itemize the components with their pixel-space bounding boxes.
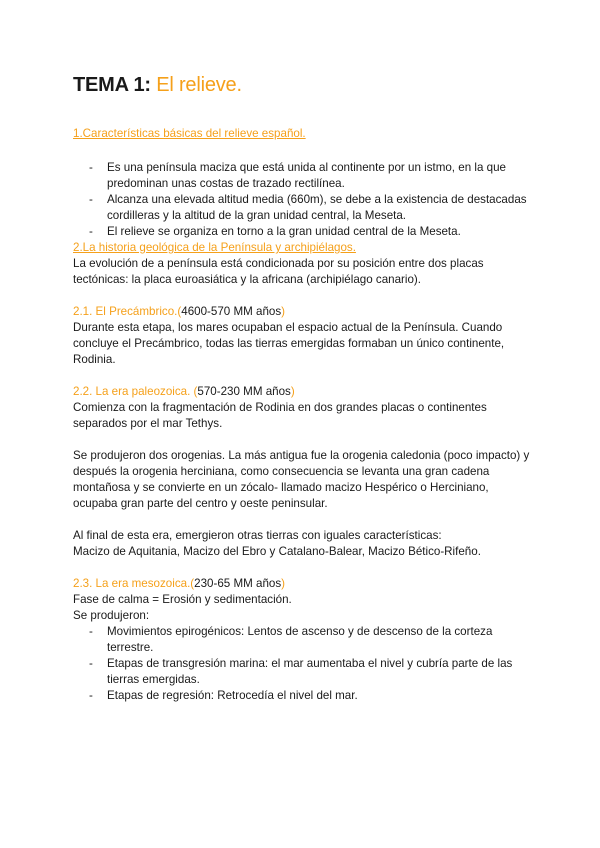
section-2-3-line-2: Se produjeron: (73, 609, 150, 622)
title-prefix: TEMA 1: (73, 74, 151, 96)
section-2-3-line-1: Fase de calma = Erosión y sedimentación. (73, 593, 292, 606)
list-item: - Movimientos epirogénicos: Lentos de ascenso y de descenso de la corteza terrestre. (89, 625, 493, 654)
list-item: - Es una península maciza que está unida al continente por un istmo, en la que predominan unas costas de trazado rectilínea. (89, 161, 506, 190)
section-2-2-heading: 2.2. La era paleozoica. (570-230 MM años) (73, 385, 295, 398)
document-body (73, 126, 533, 704)
section-2-1-text: Durante esta etapa, los mares ocupaban el espacio actual de la Península. Cuando concluye el Precámbrico, todas las tierras emergidas formaban un único continente, Rodinia. (73, 321, 505, 366)
section-2-2-paragraph-2: Se produjeron dos orogenias. La más antigua fue la orogenia caledonia (poco impacto) y después la orogenia herciniana, como consecuencia se levanta una gran cadena montañosa y se convierte en un zócalo- llamado macizo Hespérico o Herciniano, ocupaba gran parte del centro y oeste peninsular. (73, 449, 530, 510)
section-2-1-heading: 2.1. El Precámbrico.(4600-570 MM años) (73, 305, 286, 318)
section-2-3-bullets (73, 624, 533, 704)
section-1-bullets (73, 160, 533, 240)
section-2-3-heading: 2.3. La era mesozoica.(230-65 MM años) (73, 577, 286, 590)
section-2-2-paragraph-3a: Al final de esta era, emergieron otras tierras con iguales características: (73, 529, 442, 542)
list-item: - El relieve se organiza en torno a la gran unidad central de la Meseta. (89, 225, 461, 238)
section-2-text: La evolución de a península está condicionada por su posición entre dos placas tectónicas: la placa euroasiática y la africana (archipiélago canario). (73, 257, 484, 286)
section-2-2-paragraph-3b: Macizo de Aquitania, Macizo del Ebro y Catalano-Balear, Macizo Bético-Rifeño. (73, 545, 481, 558)
section-1-heading: 1.Características básicas del relieve español. (73, 127, 306, 140)
section-2-2-paragraph-1: Comienza con la fragmentación de Rodinia en dos grandes placas o continentes separados por el mar Tethys. (73, 401, 487, 430)
section-2-heading: 2.La historia geológica de la Península y archipiélagos. (73, 241, 356, 254)
list-item: - Etapas de regresión: Retrocedía el nivel del mar. (89, 689, 358, 702)
title-accent: El relieve. (156, 74, 242, 96)
list-item: - Alcanza una elevada altitud media (660m), se debe a la existencia de destacadas cordilleras y la altitud de la gran unidad central, la Meseta. (89, 193, 527, 222)
page-title (73, 74, 242, 97)
list-item: - Etapas de transgresión marina: el mar aumentaba el nivel y cubría parte de las tierras emergidas. (89, 657, 513, 686)
